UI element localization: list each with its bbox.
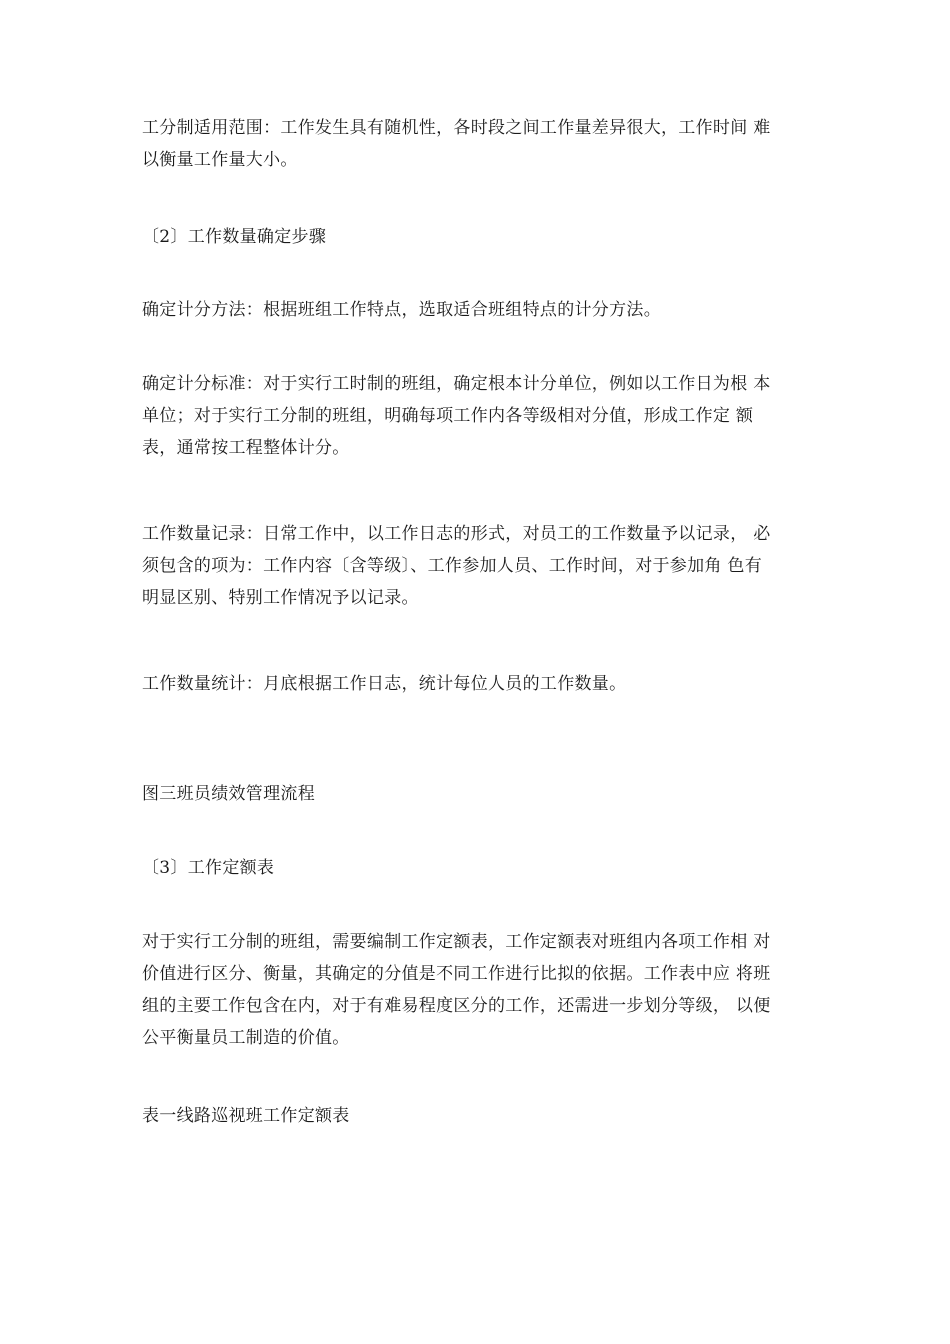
paragraph-scoring-method (142, 294, 818, 326)
text-line: 明显区别、特别工作情况予以记录。 (142, 588, 419, 608)
text-line: 以衡量工作量大小。 (142, 150, 298, 170)
paragraph-work-quantity-statistics (142, 668, 818, 700)
text-line: 工作数量记录：日常工作中，以工作日志的形式，对员工的工作数量予以记录， 必 (142, 524, 771, 544)
heading-work-quantity-steps (142, 221, 818, 253)
paragraph-work-quantity-record (142, 518, 818, 614)
text-line: 确定计分方法：根据班组工作特点，选取适合班组特点的计分方法。 (142, 300, 661, 320)
table-caption (142, 1100, 818, 1132)
text-line: 工分制适用范围：工作发生具有随机性，各时段之间工作量差异很大，工作时间 难 (142, 118, 771, 138)
text-line: 表一线路巡视班工作定额表 (142, 1106, 350, 1126)
text-line: 图三班员绩效管理流程 (142, 784, 315, 804)
figure-caption (142, 778, 818, 810)
paragraph-work-quota-table-description (142, 926, 818, 1054)
text-line: 价值进行区分、衡量，其确定的分值是不同工作进行比拟的依据。工作表中应 将班 (142, 964, 771, 984)
text-line: 组的主要工作包含在内，对于有难易程度区分的工作，还需进一步划分等级， 以便 (142, 996, 771, 1016)
text-line: 工作数量统计：月底根据工作日志，统计每位人员的工作数量。 (142, 674, 627, 694)
text-line: 确定计分标准：对于实行工时制的班组，确定根本计分单位，例如以工作日为根 本 (142, 374, 771, 394)
text-line: 单位；对于实行工分制的班组，明确每项工作内各等级相对分值，形成工作定 额 (142, 406, 754, 426)
paragraph-scope-of-work-point-system (142, 112, 818, 176)
text-line: 对于实行工分制的班组，需要编制工作定额表，工作定额表对班组内各项工作相 对 (142, 932, 771, 952)
text-line: 须包含的项为：工作内容〔含等级〕、工作参加人员、工作时间，对于参加角 色有 (142, 556, 763, 576)
text-line: 公平衡量员工制造的价值。 (142, 1028, 350, 1048)
paragraph-scoring-standard (142, 368, 818, 464)
text-line: 表，通常按工程整体计分。 (142, 438, 350, 458)
heading-work-quota-table (142, 852, 818, 884)
text-line: 〔3〕工作定额表 (142, 858, 275, 878)
text-line: 〔2〕工作数量确定步骤 (142, 227, 327, 247)
